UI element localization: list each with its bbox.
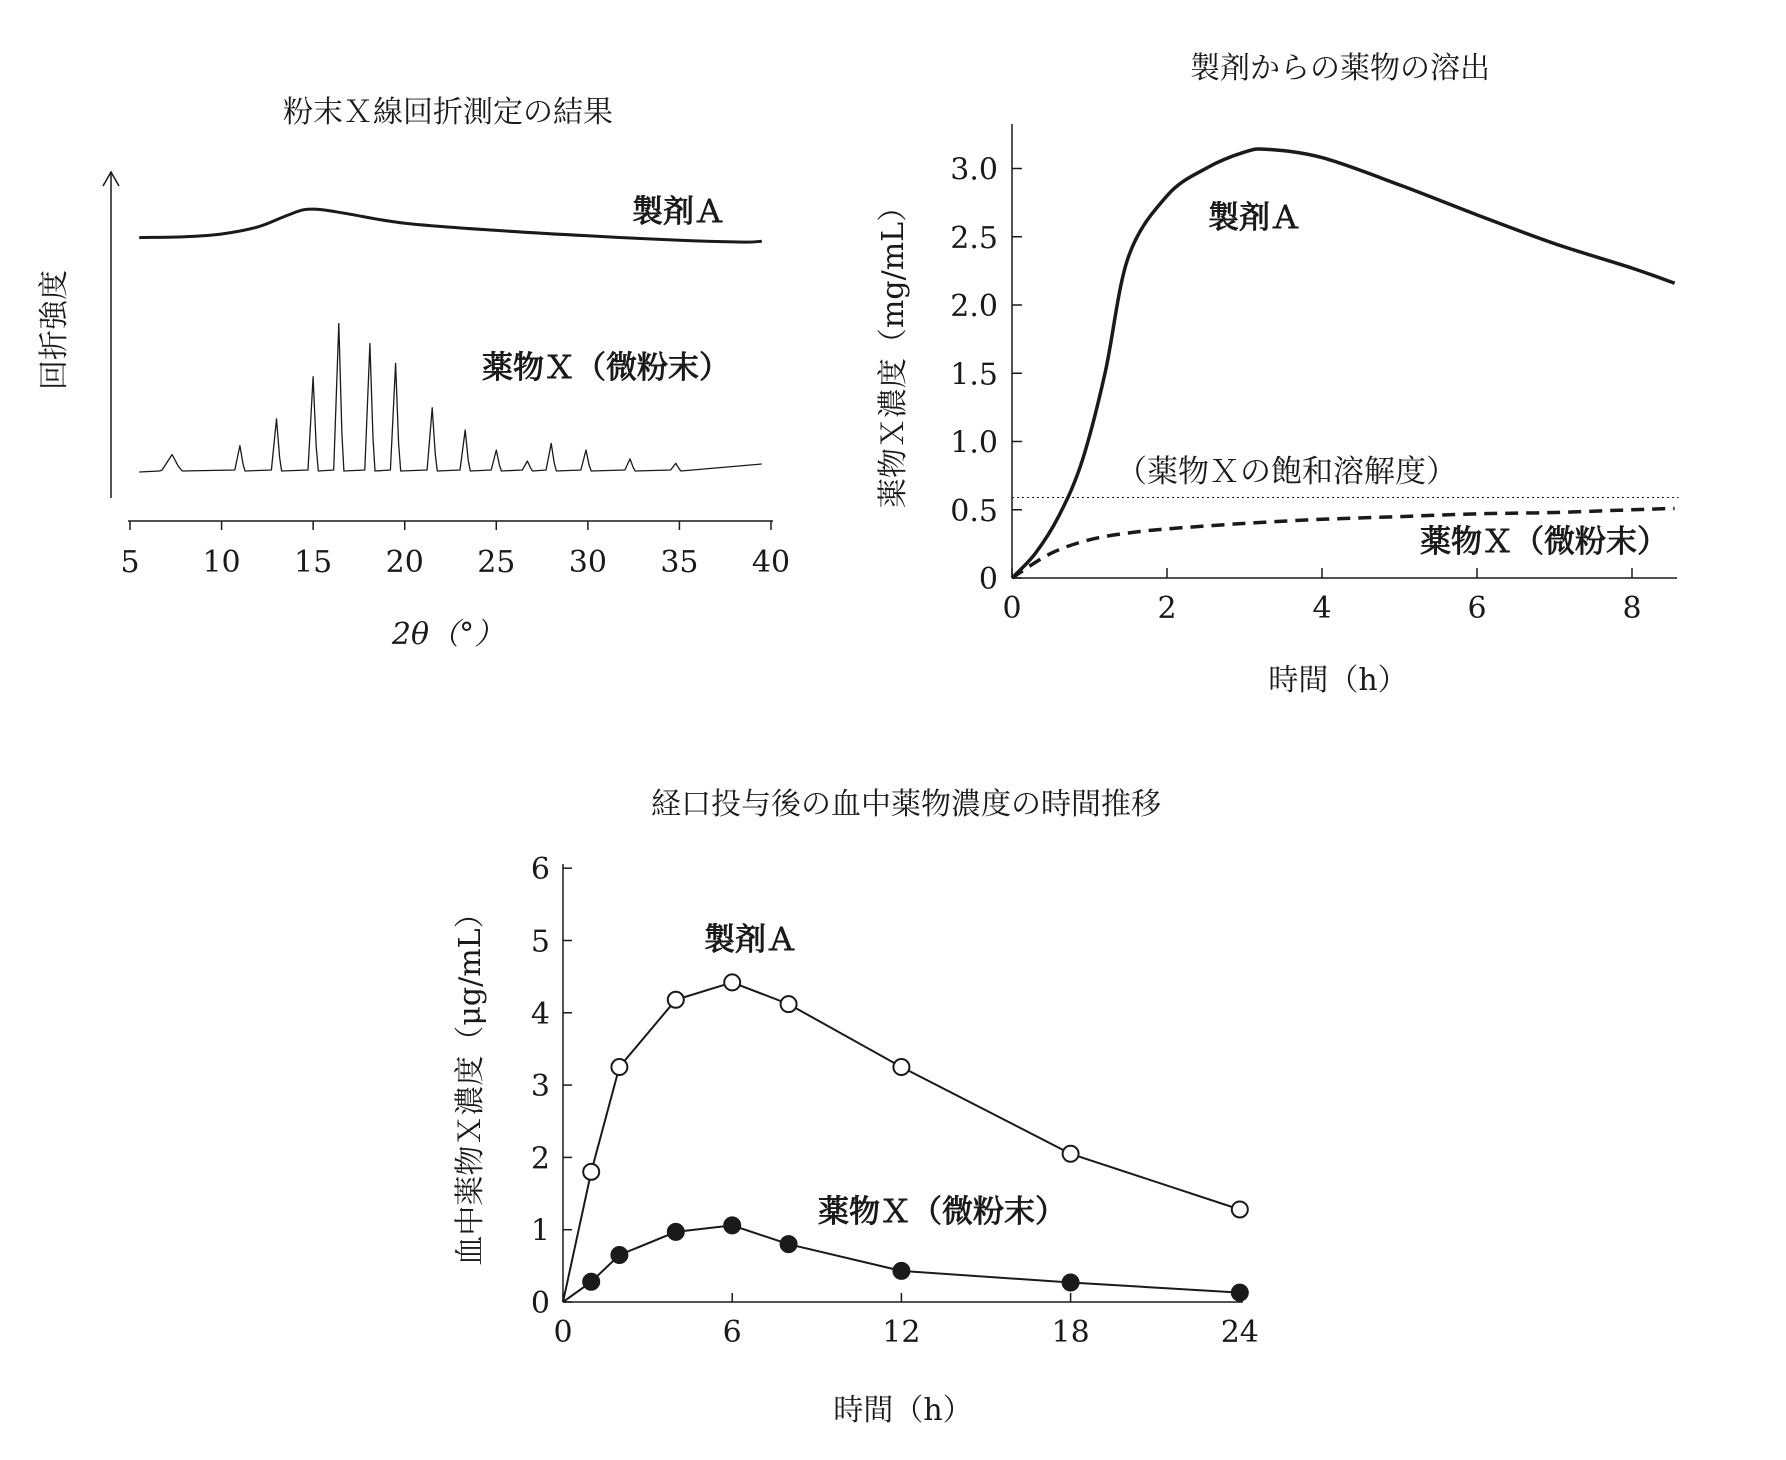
plasma-x-label: 時間（h） [833,1393,973,1428]
plasma-label-formulation-a: 製剤Ａ [704,922,797,958]
dissolution-y-tick-label: 2.0 [950,289,998,324]
dissolution-y-label: 薬物Ｘ濃度（mg/mL） [876,191,911,509]
dissolution-x-tick-label: 6 [1467,591,1487,626]
plasma-point-drug-x [724,1217,740,1233]
dissolution-panel [876,51,1679,698]
dissolution-y-tick-label: 2.5 [950,220,998,256]
dissolution-x-tick-label: 0 [1002,591,1022,626]
xrd-x-tick-label: 40 [751,545,791,580]
dissolution-y-tick-label: 1.0 [950,425,998,461]
dissolution-line-formulation-a [1012,149,1675,578]
xrd-x-tick-label: 30 [568,545,607,580]
plasma-point-drug-x [1063,1274,1079,1290]
plasma-y-tick-label: 1 [530,1213,550,1249]
dissolution-label-drug-x: 薬物Ｘ（微粉末） [1420,524,1668,560]
plasma-series [563,974,1248,1302]
dissolution-label-formulation-a: 製剤Ａ [1208,200,1301,236]
plasma-point-drug-x [668,1224,684,1240]
xrd-line-drug-x [139,324,762,473]
xrd-panel [37,95,790,652]
plasma-point-drug-x [583,1274,599,1290]
dissolution-y-tick-label: 0 [978,562,998,597]
xrd-x-tick-label: 5 [120,545,140,580]
xrd-x-tick-label: 15 [294,545,333,580]
plasma-point-drug-x [893,1263,909,1279]
plasma-y-tick-label: 3 [530,1069,550,1105]
dissolution-title: 製剤からの薬物の溶出 [1190,51,1490,86]
xrd-label-formulation-a: 製剤Ａ [632,194,725,230]
solubility-label: （薬物Ｘの飽和溶解度） [1116,454,1457,490]
plasma-point-formulation-a [583,1164,599,1180]
plasma-point-formulation-a [781,996,797,1012]
xrd-y-label: 回折強度 [37,270,72,390]
plasma-y-tick-label: 4 [530,996,550,1032]
dissolution-x-tick-label: 2 [1157,591,1177,626]
xrd-x-tick-label: 25 [477,545,516,580]
dissolution-series [1012,149,1679,578]
plasma-point-formulation-a [893,1059,909,1075]
plasma-y-tick-label: 0 [530,1286,550,1321]
xrd-label-drug-x: 薬物Ｘ（微粉末） [482,350,730,386]
plasma-y-tick-label: 2 [530,1141,550,1177]
plasma-point-formulation-a [611,1059,627,1075]
plasma-title: 経口投与後の血中薬物濃度の時間推移 [651,787,1161,822]
dissolution-y-tick-label: 1.5 [950,357,998,393]
plasma-x-tick-label: 6 [722,1315,742,1350]
xrd-x-label: 2θ（°） [391,617,505,652]
plasma-x-tick-label: 12 [882,1315,921,1350]
plasma-label-drug-x: 薬物Ｘ（微粉末） [818,1194,1066,1230]
plasma-y-tick-label: 5 [530,924,550,960]
xrd-x-tick-label: 35 [660,545,699,580]
plasma-point-drug-x [1232,1285,1248,1301]
dissolution-y-tick-label: 0.5 [950,493,998,529]
xrd-x-ticks [120,521,790,580]
plasma-x-tick-label: 18 [1051,1315,1090,1350]
xrd-title: 粉末Ｘ線回折測定の結果 [283,95,613,130]
plasma-point-formulation-a [1063,1146,1079,1162]
xrd-x-tick-label: 10 [202,545,241,580]
plasma-x-tick-label: 0 [553,1315,573,1350]
plasma-point-drug-x [781,1236,797,1252]
plasma-point-formulation-a [668,992,684,1008]
dissolution-y-tick-label: 3.0 [950,152,998,188]
plasma-x-tick-label: 24 [1220,1315,1259,1350]
dissolution-x-tick-label: 4 [1312,591,1332,626]
xrd-series [139,209,762,472]
dissolution-x-tick-label: 8 [1622,591,1642,626]
plasma-line-formulation-a [563,982,1240,1302]
plasma-panel [453,787,1259,1428]
dissolution-x-label: 時間（h） [1268,663,1408,698]
plasma-point-drug-x [611,1247,627,1263]
xrd-x-tick-label: 20 [385,545,424,580]
plasma-point-formulation-a [724,974,740,990]
plasma-y-tick-label: 6 [530,852,550,888]
plasma-y-label: 血中薬物Ｘ濃度（μg/mL） [453,898,488,1266]
plasma-point-formulation-a [1232,1201,1248,1217]
